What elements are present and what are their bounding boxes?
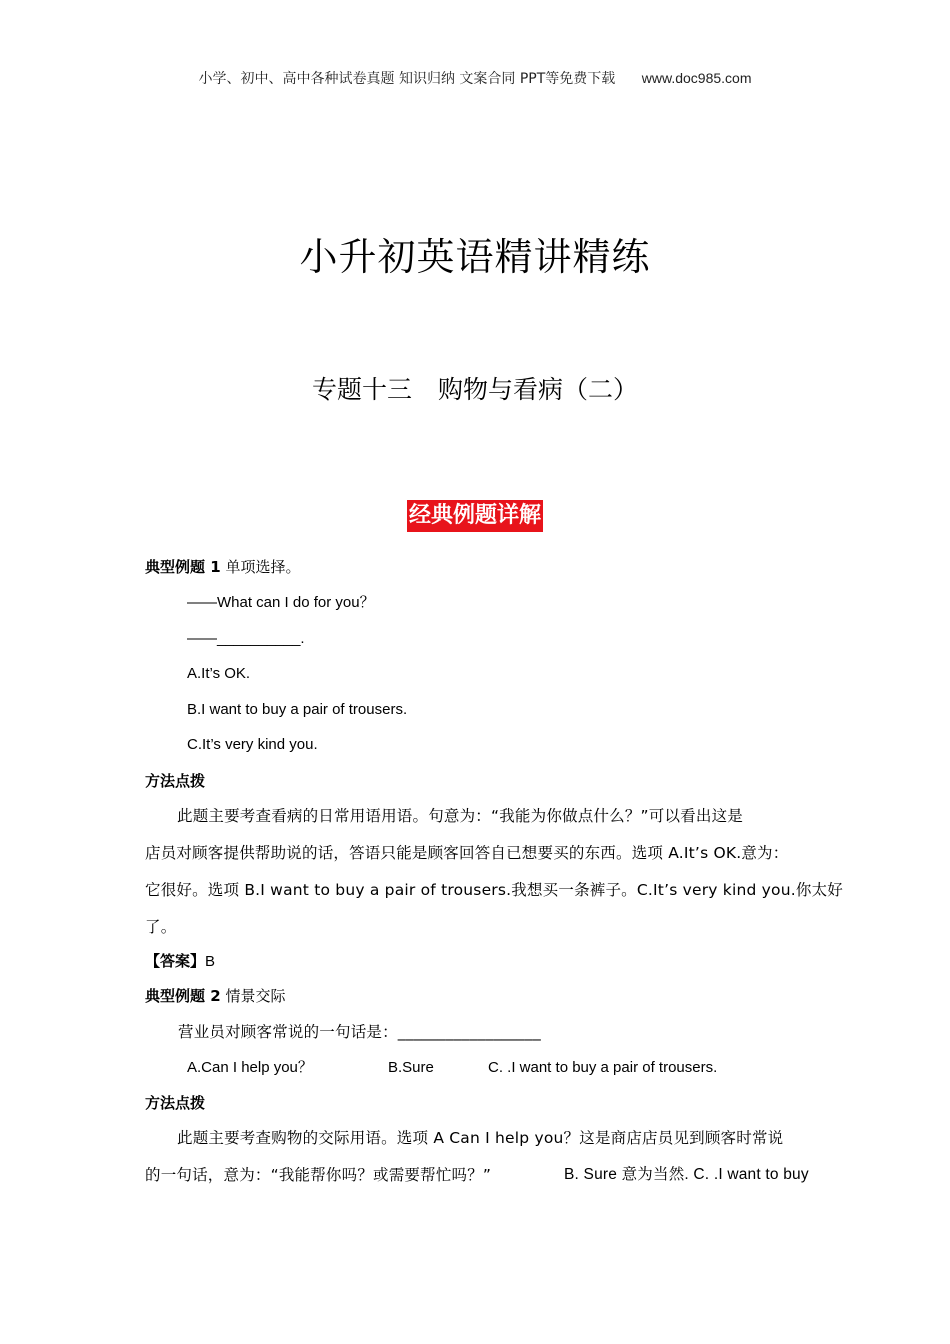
example2-method-label: 方法点拨 [145, 1094, 206, 1112]
example2-option-a: A.Can I help you？ [187, 1059, 313, 1076]
answer-label: 【答案】 [145, 952, 206, 970]
section-banner-wrap [0, 500, 950, 532]
answer-value: B [205, 953, 216, 970]
page-header [0, 68, 950, 88]
example1-heading [145, 557, 300, 577]
example1-method-label: 方法点拨 [145, 772, 206, 790]
example1-option-a: A.It’s OK. [187, 665, 251, 682]
example1-type: 单项选择。 [225, 558, 301, 576]
example2-explanation-line2: 的一句话，意为：“我能帮你吗？或需要帮忙吗？” [145, 1166, 492, 1184]
example2-explanation-line1: 此题主要考查购物的交际用语。选项 A Can I help you？这是商店店员见到顾客时常说 [177, 1129, 784, 1147]
example1-label: 典型例题 1 [145, 558, 221, 576]
page-title: 小升初英语精讲精练 [299, 235, 651, 279]
example1-explanation-line4: 了。 [145, 918, 177, 936]
example1-explanation-line3: 它很好。选项 B.I want to buy a pair of trousers.我想买一条裤子。C.It’s very kind you.你太好 [145, 881, 843, 899]
example2-type: 情景交际 [225, 987, 286, 1005]
example1-explanation-line1: 此题主要考查看病的日常用语用语。句意为：“我能为你做点什么？”可以看出这是 [177, 807, 743, 825]
example1-option-c: C.It’s very kind you. [187, 736, 318, 753]
example2-option-c: C. .I want to buy a pair of trousers. [488, 1059, 718, 1076]
subtitle-topic-name: 购物与看病（二） [438, 375, 639, 404]
example2-label: 典型例题 2 [145, 987, 221, 1005]
example2-heading [145, 986, 285, 1006]
example1-question-line2: ——__________. [187, 630, 305, 647]
example2-question: 营业员对顾客常说的一句话是：__________________ [178, 1023, 541, 1041]
section-banner: 经典例题详解 [407, 500, 543, 532]
header-text: 小学、初中、高中各种试卷真题 知识归纳 文案合同 PPT等免费下载 [198, 71, 616, 87]
header-url[interactable]: www.doc985.com [641, 70, 752, 86]
example1-question-line1: ——What can I do for you？ [187, 594, 375, 611]
subtitle-topic-number: 专题十三 [311, 375, 412, 404]
example1-option-b: B.I want to buy a pair of trousers. [187, 701, 408, 718]
page-subtitle [0, 370, 950, 406]
example1-answer [145, 951, 215, 972]
example1-explanation-line2: 店员对顾客提供帮助说的话，答语只能是顾客回答自已想要买的东西。选项 A.It’s OK.意为： [145, 844, 789, 862]
example2-explanation-line2-cont: B. Sure 意为当然. C. .I want to buy [564, 1166, 809, 1183]
example2-option-b: B.Sure [388, 1059, 434, 1076]
